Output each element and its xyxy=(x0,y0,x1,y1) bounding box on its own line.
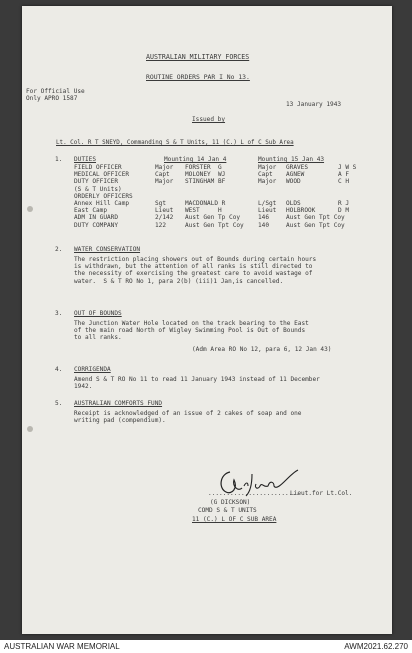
duty-initials-second: R J xyxy=(338,200,350,207)
duty-name-first: WEST H xyxy=(185,207,222,215)
section-reference: (Adm Area RO No 12, para 6, 12 Jan 43) xyxy=(192,345,332,353)
section-number: 4. xyxy=(55,366,63,373)
duty-initials-second: J W S xyxy=(338,164,357,171)
section-text-line: writing pad (compendium). xyxy=(74,417,166,425)
section-number: 2. xyxy=(55,246,63,253)
duty-role: FIELD OFFICER xyxy=(74,164,122,171)
duty-name-second: WOOD xyxy=(286,178,301,186)
punch-hole xyxy=(27,206,33,212)
duty-role: MEDICAL OFFICER xyxy=(74,171,130,179)
duty-name-first: Aust Gen Tpt Coy xyxy=(185,221,244,229)
section-text-line: Receipt is acknowledged of an issue of 2 cakes of soap and one xyxy=(74,410,302,417)
duty-name-first: MACDONALD R xyxy=(185,200,226,207)
duty-rank-first: Lieut xyxy=(155,207,174,215)
duty-role: DUTY COMPANY xyxy=(74,221,119,229)
duty-role: ADM IN GUARD xyxy=(74,214,119,222)
section-heading: OUT OF BOUNDS xyxy=(74,310,122,317)
duty-name-first: MOLONEY WJ xyxy=(185,171,226,179)
duty-name-second: OLDS xyxy=(286,200,301,207)
section-text-line: 1942. xyxy=(74,383,93,391)
footer-institution: AUSTRALIAN WAR MEMORIAL xyxy=(4,642,120,651)
duty-rank-first: Capt xyxy=(155,171,170,179)
section-heading: CORRIGENDA xyxy=(74,366,111,373)
section-heading: WATER CONSERVATION xyxy=(74,246,141,253)
section-text-line: The restriction placing showers out of Bounds during certain hours xyxy=(74,256,317,263)
footer-reference: AWM2021.62.270 xyxy=(344,642,408,651)
section-text-line: is withdrawn, but the attention of all ranks is still directed to xyxy=(74,263,313,271)
column-mounting-first: Mounting 14 Jan 4 xyxy=(164,156,227,163)
signatory-name: (G DICKSON) xyxy=(210,499,251,506)
section-number: 3. xyxy=(55,310,63,317)
duty-role: East Camp xyxy=(74,207,108,215)
issued-by: Issued by xyxy=(192,116,226,123)
duty-role: (S & T Units) xyxy=(74,185,122,193)
document-date: 13 January 1943 xyxy=(286,101,342,108)
official-use-line-1: For Official Use xyxy=(26,88,85,95)
duty-rank-first: Sgt xyxy=(155,200,167,207)
duty-rank-second: L/Sgt xyxy=(258,200,277,207)
duty-rank-second: Capt xyxy=(258,171,273,179)
document-subtitle: ROUTINE ORDERS PAR I No 13. xyxy=(146,73,250,81)
duty-rank-first: 122 xyxy=(155,221,167,229)
section-text-line: of the main road North of Wigley Swimming Pool is Out of Bounds xyxy=(74,327,306,335)
duty-name-second: GRAVES xyxy=(286,164,309,171)
section-heading-duties: DUTIES xyxy=(74,156,97,163)
duty-initials-second: D M xyxy=(338,207,350,215)
archive-footer xyxy=(0,640,412,653)
duty-initials-second: C H xyxy=(338,178,350,186)
duty-rank-second: 146 xyxy=(258,214,270,222)
duty-name-first: STINGHAM BF xyxy=(185,178,226,186)
signature-dotted-line: ......................... xyxy=(208,490,300,497)
section-text-line: the necessity of exercising the greatest care to avoid wastage of xyxy=(74,270,313,278)
duty-rank-second: 140 xyxy=(258,221,270,229)
section-text-line: The Junction Water Hole located on the track bearing to the East xyxy=(74,320,309,327)
duty-rank-first: 2/142 xyxy=(155,214,174,222)
duty-role: Annex Hill Camp xyxy=(74,200,130,207)
duty-name-second: Aust Gen Tpt Coy xyxy=(286,214,345,222)
section-text-line: to all ranks. xyxy=(74,334,122,342)
official-use-line-2: Only APRO 1587 xyxy=(26,95,78,102)
section-number: 5. xyxy=(55,400,63,407)
duty-rank-second: Lieut xyxy=(258,207,277,215)
duty-rank-first: Major xyxy=(155,164,174,171)
section-text-line: Amend S & T RO No 11 to read 11 January 1943 instead of 11 December xyxy=(74,376,320,383)
section-heading: AUSTRALIAN COMFORTS FUND xyxy=(74,400,163,407)
duty-initials-second: A F xyxy=(338,171,350,179)
punch-hole xyxy=(27,426,33,432)
duty-role: ORDERLY OFFICERS xyxy=(74,192,133,200)
duty-name-second: AGNEW xyxy=(286,171,305,179)
duty-name-second: HOLBROOK xyxy=(286,207,316,215)
commander-line: Lt. Col. R T SNEYD, Commanding S & T Units, 11 (C.) L of C Sub Area xyxy=(56,140,294,146)
signatory-title-1: COMD S & T UNITS xyxy=(198,507,257,514)
document-title: AUSTRALIAN MILITARY FORCES xyxy=(146,53,250,61)
section-text-line: water. S & T RO No 1, para 2(b) (iii)1 Jan,is cancelled. xyxy=(74,277,284,285)
duty-rank-first: Major xyxy=(155,178,174,186)
duty-name-second: Aust Gen Tpt Coy xyxy=(286,221,345,229)
section-number: 1. xyxy=(55,156,63,163)
duty-rank-second: Major xyxy=(258,178,277,186)
column-mounting-second: Mounting 15 Jan 43 xyxy=(258,156,325,163)
document-page xyxy=(22,6,392,634)
duty-name-first: FORSTER G xyxy=(185,164,222,171)
signature-for-line: Lieut.for Lt.Col. xyxy=(290,490,353,497)
duty-role: DUTY OFFICER xyxy=(74,178,119,186)
duty-name-first: Aust Gen Tp Coy xyxy=(185,214,241,222)
duty-rank-second: Major xyxy=(258,164,277,171)
signatory-title-2: 11 (C.) L OF C SUB AREA xyxy=(192,516,277,523)
